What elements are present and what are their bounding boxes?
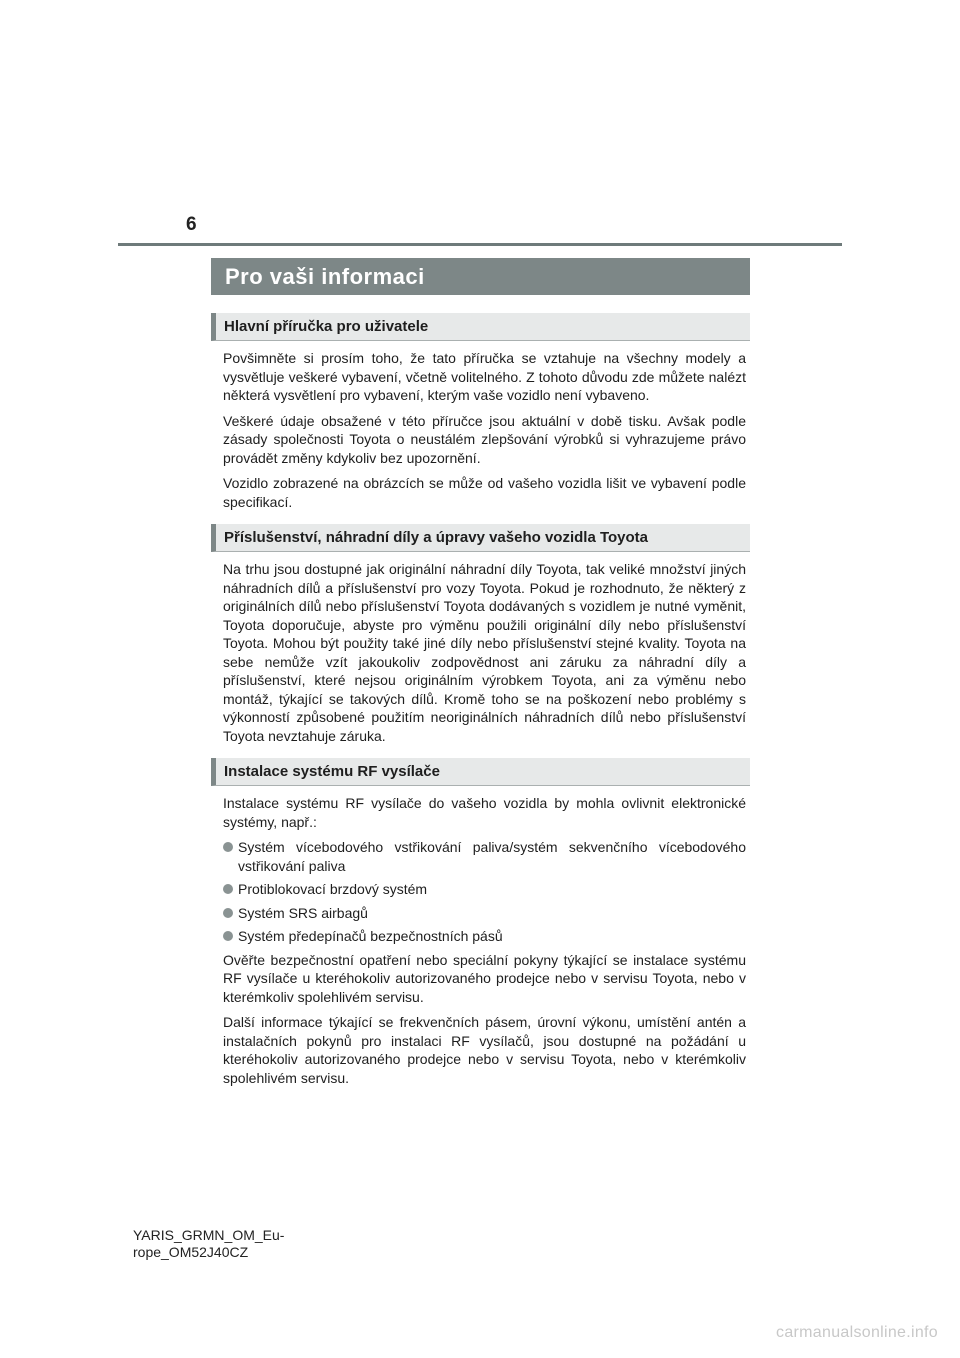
section-title: Příslušenství, náhradní díly a úpravy vašeho vozidla Toyota bbox=[211, 524, 750, 552]
paragraph: Ověřte bezpečnostní opatření nebo speciální pokyny týkající se instalace systému RF vysílače u kteréhokoliv autorizovaného prodejce nebo v servisu Toyota, nebo v kterémkoliv spolehlivém servisu. bbox=[223, 951, 746, 1005]
main-title: Pro vaši informaci bbox=[211, 258, 750, 295]
list-item bbox=[211, 904, 750, 923]
paragraph: Vozidlo zobrazené na obrázcích se může od vašeho vozidla lišit ve vybavení podle specifikací. bbox=[223, 475, 746, 510]
list-item-text: Systém vícebodového vstřikování paliva/systém sekvenčního vícebodového vstřikování paliva bbox=[238, 839, 746, 874]
section-rf-transmitter bbox=[211, 758, 750, 1087]
page-number: 6 bbox=[186, 214, 197, 235]
list-item bbox=[211, 838, 750, 875]
bullet-dot-icon bbox=[223, 931, 233, 941]
bullet-dot-icon bbox=[223, 842, 233, 852]
top-rule bbox=[118, 243, 842, 246]
bullet-dot-icon bbox=[223, 908, 233, 918]
list-item bbox=[211, 880, 750, 899]
paragraph: Veškeré údaje obsažené v této příručce jsou aktuální v době tisku. Avšak podle zásady společnosti Toyota o neustálém zlepšování výrobků si vyhrazujeme právo provádět změny kdykoliv bez upozornění. bbox=[223, 412, 746, 466]
watermark: carmanualsonline.info bbox=[776, 1324, 938, 1341]
list-item bbox=[211, 927, 750, 946]
list-item-text: Systém SRS airbagů bbox=[238, 904, 368, 921]
list-item-text: Systém předepínačů bezpečnostních pásů bbox=[238, 928, 503, 944]
section-main-manual bbox=[211, 313, 750, 511]
section-accessories bbox=[211, 524, 750, 745]
paragraph: Na trhu jsou dostupné jak originální náhradní díly Toyota, tak veliké množství jiných náhradních dílů a příslušenství pro vozy Toyota. Pokud je rozhodnuto, že některý z originálních dílů nebo příslušenství Toyota dodávaných s vozidlem je nutné vyměnit, Toyota doporučuje, abyste pro výměnu použili originální díly nebo příslušenství Toyota. Mohou být použity také jiné díly nebo příslušenství stejné kvality. Toyota na sebe nemůže vzít jakoukoliv zodpovědnost ani záruku za náhradní díly a příslušenství, které nejsou originálním výrobkem Toyota, ani za výměnu nebo montáž, týkající se takových dílů. Kromě toho se na poškození nebo problémy s výkonností způsobené použitím neoriginálních náhradních dílů nebo příslušenství Toyota nevztahuje záruka. bbox=[223, 561, 746, 744]
section-title: Hlavní příručka pro uživatele bbox=[211, 313, 750, 341]
list-item-text: Protiblokovací brzdový systém bbox=[238, 881, 428, 897]
document-code: YARIS_GRMN_OM_Eu- rope_OM52J40CZ bbox=[133, 1227, 285, 1260]
bullet-dot-icon bbox=[223, 884, 233, 894]
paragraph: Další informace týkající se frekvenčních pásem, úrovní výkonu, umístění antén a instalačních pokynů pro instalaci RF vysílačů, jsou dostupné na požádání u kteréhokoliv autorizovaného prodejce nebo v servisu Toyota, nebo v kterémkoliv spolehlivém servisu. bbox=[223, 1014, 746, 1086]
paragraph: Instalace systému RF vysílače do vašeho vozidla by mohla ovlivnit elektronické systémy, např.: bbox=[223, 795, 746, 830]
content bbox=[211, 313, 750, 1100]
paragraph: Povšimněte si prosím toho, že tato příručka se vztahuje na všechny modely a vysvětluje veškeré vybavení, včetně volitelného. Z tohoto důvodu zde můžete nalézt některá vysvětlení pro vybavení, kterým vaše vozidlo není vybaveno. bbox=[223, 350, 746, 403]
section-title: Instalace systému RF vysílače bbox=[211, 758, 750, 786]
